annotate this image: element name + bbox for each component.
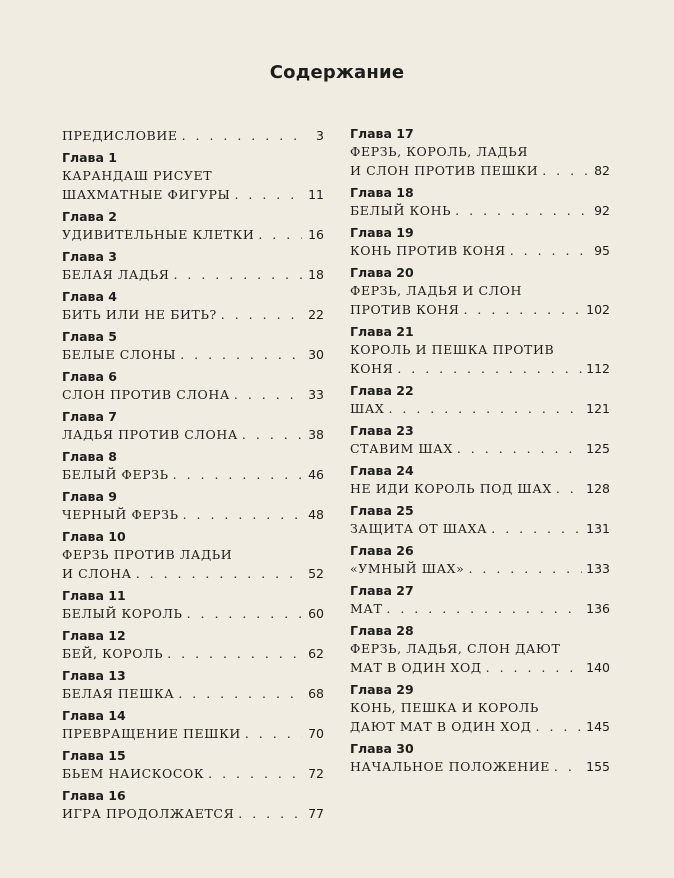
page-number: 102 — [586, 302, 610, 317]
leader-dots — [536, 717, 583, 736]
toc-entry — [62, 369, 324, 404]
toc-entry — [350, 225, 610, 260]
page-number: 72 — [308, 766, 324, 781]
chapter-number: Глава 18 — [350, 185, 414, 200]
chapter-number: Глава 2 — [62, 209, 117, 224]
chapter-title-line: ФЕРЗЬ, ЛАДЬЯ И СЛОН — [350, 283, 523, 298]
page-number: 30 — [308, 347, 324, 362]
toc-entry — [62, 329, 324, 364]
leader-dots — [187, 604, 302, 623]
page-number: 133 — [586, 561, 610, 576]
chapter-title-line: КАРАНДАШ РИСУЕТ — [62, 168, 213, 183]
chapter-title-line: ДАЮТ МАТ В ОДИН ХОД — [350, 719, 532, 734]
leader-dots — [234, 385, 302, 404]
toc-entry — [62, 668, 324, 703]
page-number: 145 — [586, 719, 610, 734]
chapter-title-line: БЕЙ, КОРОЛЬ — [62, 646, 164, 661]
page-number: 140 — [586, 660, 610, 675]
chapter-number: Глава 5 — [62, 329, 117, 344]
page-number: 82 — [594, 163, 610, 178]
page-number: 18 — [308, 267, 324, 282]
page-number: 131 — [586, 521, 610, 536]
page-number: 46 — [308, 467, 324, 482]
page-number: 68 — [308, 686, 324, 701]
chapter-title-line: ФЕРЗЬ, КОРОЛЬ, ЛАДЬЯ — [350, 144, 529, 159]
chapter-title-line: ШАХМАТНЫЕ ФИГУРЫ — [62, 187, 231, 202]
page-number: 155 — [586, 759, 610, 774]
leader-dots — [173, 465, 302, 484]
chapter-number: Глава 7 — [62, 409, 117, 424]
toc-entry — [350, 185, 610, 220]
chapter-title-line: И СЛОНА — [62, 566, 132, 581]
leader-dots — [542, 161, 588, 180]
toc-entry — [62, 126, 324, 145]
toc-entry — [350, 583, 610, 618]
chapter-title-line: НЕ ИДИ КОРОЛЬ ПОД ШАХ — [350, 481, 552, 496]
chapter-title-line: КОРОЛЬ И ПЕШКА ПРОТИВ — [350, 342, 555, 357]
chapter-number: Глава 28 — [350, 623, 414, 638]
chapter-title-line: КОНЯ — [350, 361, 394, 376]
toc-entry — [62, 529, 324, 583]
chapter-title-line: ПРОТИВ КОНЯ — [350, 302, 460, 317]
leader-dots — [173, 265, 302, 284]
page-number: 48 — [308, 507, 324, 522]
chapter-title-line: БЕЛАЯ ПЕШКА — [62, 686, 175, 701]
chapter-title-line: ПРЕВРАЩЕНИЕ ПЕШКИ — [62, 726, 241, 741]
toc-entry — [350, 423, 610, 458]
leader-dots — [221, 305, 302, 324]
chapter-title-line: И СЛОН ПРОТИВ ПЕШКИ — [350, 163, 539, 178]
chapter-title-line: БЕЛЫЙ ФЕРЗЬ — [62, 467, 169, 482]
chapter-number: Глава 22 — [350, 383, 414, 398]
leader-dots — [388, 399, 582, 418]
page-number: 92 — [594, 203, 610, 218]
chapter-number: Глава 24 — [350, 463, 414, 478]
chapter-title-line: СТАВИМ ШАХ — [350, 441, 453, 456]
chapter-number: Глава 17 — [350, 126, 414, 141]
leader-dots — [167, 644, 302, 663]
chapter-number: Глава 1 — [62, 150, 117, 165]
chapter-number: Глава 10 — [62, 529, 126, 544]
chapter-title-line: ИГРА ПРОДОЛЖАЕТСЯ — [62, 806, 235, 821]
leader-dots — [554, 757, 582, 776]
toc-entry — [350, 265, 610, 319]
chapter-title-line: ПРЕДИСЛОВИЕ — [62, 128, 178, 143]
leader-dots — [178, 684, 302, 703]
page-number: 125 — [586, 441, 610, 456]
chapter-title-line: МАТ В ОДИН ХОД — [350, 660, 482, 675]
leader-dots — [183, 505, 302, 524]
page-number: 3 — [316, 128, 324, 143]
toc-entry — [62, 788, 324, 823]
toc-entry — [350, 126, 610, 180]
leader-dots — [258, 225, 302, 244]
chapter-number: Глава 8 — [62, 449, 117, 464]
toc-entry — [62, 449, 324, 484]
page-number: 60 — [308, 606, 324, 621]
page-number: 136 — [586, 601, 610, 616]
chapter-number: Глава 25 — [350, 503, 414, 518]
toc-entry — [62, 489, 324, 524]
toc-entry — [62, 628, 324, 663]
chapter-title-line: ШАХ — [350, 401, 385, 416]
leader-dots — [208, 764, 302, 783]
toc-entry — [62, 409, 324, 444]
page-number: 52 — [308, 566, 324, 581]
chapter-number: Глава 16 — [62, 788, 126, 803]
leader-dots — [486, 658, 583, 677]
chapter-number: Глава 15 — [62, 748, 126, 763]
leader-dots — [457, 439, 582, 458]
chapter-number: Глава 20 — [350, 265, 414, 280]
chapter-title-line: «УМНЫЙ ШАХ» — [350, 561, 465, 576]
page-number: 16 — [308, 227, 324, 242]
chapter-title-line: БЕЛЫЕ СЛОНЫ — [62, 347, 177, 362]
leader-dots — [386, 599, 582, 618]
toc-entry — [62, 588, 324, 623]
chapter-number: Глава 14 — [62, 708, 126, 723]
toc-left-column — [62, 126, 324, 823]
leader-dots — [455, 201, 588, 220]
chapter-number: Глава 12 — [62, 628, 126, 643]
chapter-number: Глава 26 — [350, 543, 414, 558]
leader-dots — [468, 559, 582, 578]
toc-entry — [350, 383, 610, 418]
toc-entry — [350, 543, 610, 578]
chapter-title-line: КОНЬ, ПЕШКА И КОРОЛЬ — [350, 700, 539, 715]
toc-entry — [62, 150, 324, 204]
chapter-number: Глава 21 — [350, 324, 414, 339]
leader-dots — [234, 185, 302, 204]
chapter-title-line: НАЧАЛЬНОЕ ПОЛОЖЕНИЕ — [350, 759, 550, 774]
page-number: 11 — [308, 187, 324, 202]
toc-entry — [350, 682, 610, 736]
chapter-title-line: БЕЛЫЙ КОНЬ — [350, 203, 452, 218]
page-number: 128 — [586, 481, 610, 496]
chapter-title-line: БЕЛЫЙ КОРОЛЬ — [62, 606, 183, 621]
chapter-number: Глава 30 — [350, 741, 414, 756]
chapter-number: Глава 27 — [350, 583, 414, 598]
page-number: 121 — [586, 401, 610, 416]
chapter-number: Глава 19 — [350, 225, 414, 240]
toc-entry — [350, 623, 610, 677]
chapter-title-line: ЧЕРНЫЙ ФЕРЗЬ — [62, 507, 179, 522]
toc-entry — [350, 503, 610, 538]
leader-dots — [182, 126, 302, 145]
page-number: 38 — [308, 427, 324, 442]
chapter-number: Глава 6 — [62, 369, 117, 384]
leader-dots — [556, 479, 582, 498]
toc-entry — [350, 741, 610, 776]
leader-dots — [242, 425, 302, 444]
toc-entry — [62, 209, 324, 244]
toc-entry — [62, 708, 324, 743]
toc-entry — [350, 463, 610, 498]
page-number: 33 — [308, 387, 324, 402]
toc-right-column — [350, 126, 610, 776]
chapter-title-line: МАТ — [350, 601, 383, 616]
chapter-number: Глава 11 — [62, 588, 126, 603]
page-number: 62 — [308, 646, 324, 661]
page-number: 77 — [308, 806, 324, 821]
leader-dots — [136, 564, 302, 583]
chapter-title-line: ФЕРЗЬ, ЛАДЬЯ, СЛОН ДАЮТ — [350, 641, 561, 656]
chapter-number: Глава 3 — [62, 249, 117, 264]
page-number: 112 — [586, 361, 610, 376]
leader-dots — [463, 300, 582, 319]
chapter-title-line: ФЕРЗЬ ПРОТИВ ЛАДЬИ — [62, 547, 233, 562]
chapter-number: Глава 29 — [350, 682, 414, 697]
chapter-title-line: ЗАЩИТА ОТ ШАХА — [350, 521, 488, 536]
leader-dots — [180, 345, 302, 364]
chapter-number: Глава 9 — [62, 489, 117, 504]
leader-dots — [245, 724, 302, 743]
chapter-title-line: БЬЕМ НАИСКОСОК — [62, 766, 205, 781]
leader-dots — [510, 241, 588, 260]
page-title: Содержание — [269, 62, 405, 83]
chapter-title-line: КОНЬ ПРОТИВ КОНЯ — [350, 243, 506, 258]
page-number: 95 — [594, 243, 610, 258]
chapter-title-line: УДИВИТЕЛЬНЫЕ КЛЕТКИ — [62, 227, 255, 242]
chapter-title-line: ЛАДЬЯ ПРОТИВ СЛОНА — [62, 427, 238, 442]
toc-entry — [62, 249, 324, 284]
chapter-title-line: СЛОН ПРОТИВ СЛОНА — [62, 387, 230, 402]
leader-dots — [397, 359, 582, 378]
chapter-title-line: БЕЛАЯ ЛАДЬЯ — [62, 267, 170, 282]
toc-entry — [62, 289, 324, 324]
chapter-title-line: БИТЬ ИЛИ НЕ БИТЬ? — [62, 307, 217, 322]
leader-dots — [491, 519, 582, 538]
chapter-number: Глава 23 — [350, 423, 414, 438]
page-number: 22 — [308, 307, 324, 322]
chapter-number: Глава 13 — [62, 668, 126, 683]
toc-entry — [62, 748, 324, 783]
chapter-number: Глава 4 — [62, 289, 117, 304]
page-number: 70 — [308, 726, 324, 741]
leader-dots — [238, 804, 302, 823]
toc-entry — [350, 324, 610, 378]
